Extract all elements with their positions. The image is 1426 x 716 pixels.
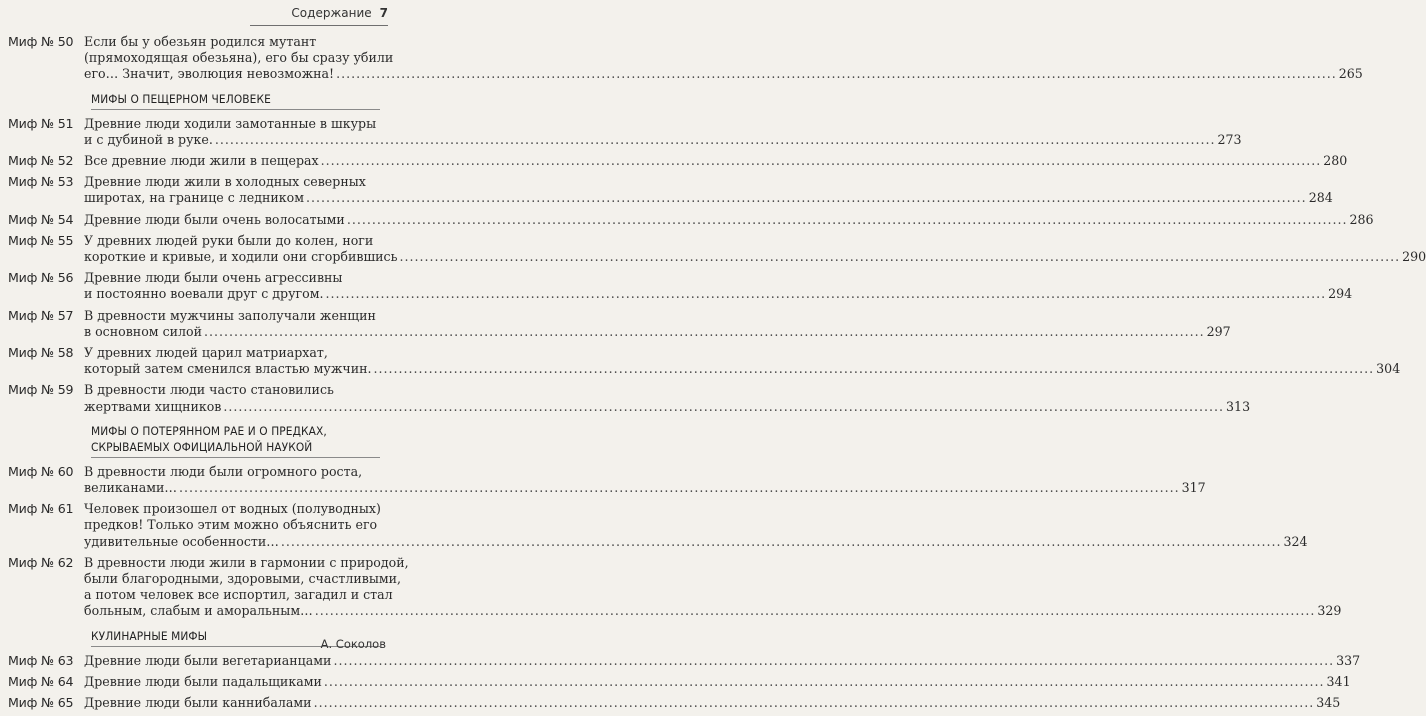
toc-entry: [8, 174, 1333, 206]
myth-number: Миф № 54: [8, 211, 74, 227]
section-heading: [91, 91, 380, 110]
entry-text: [83, 653, 1360, 669]
entry-line: Древние люди были очень агрессивны: [84, 270, 343, 286]
entry-line-text: и с дубиной в руке.: [84, 131, 213, 147]
page-ref: 313: [1226, 398, 1251, 414]
myth-number: Миф № 63: [8, 652, 74, 668]
toc-entry: [8, 463, 1206, 496]
page-ref: 337: [1336, 652, 1361, 668]
myth-number: Миф № 60: [8, 463, 74, 479]
dot-leader: ........................................................................................................................................................................................................: [336, 66, 1337, 82]
myth-number: Миф № 52: [8, 153, 74, 169]
entry-line: В древности люди жили в гармонии с природой,: [84, 554, 409, 570]
entry-line: [84, 399, 1250, 415]
toc-entry: [8, 211, 1374, 228]
myth-number: Миф № 64: [8, 673, 74, 689]
page-ref: 284: [1308, 190, 1333, 206]
entry-text: [83, 382, 1250, 414]
myth-number: Миф № 57: [8, 307, 74, 323]
header-title: Содержание: [291, 6, 372, 20]
entry-text: [83, 233, 1426, 265]
myth-number: Миф № 65: [8, 695, 74, 711]
dot-leader: ........................................................................................................................................................................................................: [179, 480, 1180, 496]
entry-line: У древних людей руки были до колен, ноги: [84, 232, 374, 248]
page-ref: 304: [1376, 361, 1401, 377]
dot-leader: ........................................................................................................................................................................................................: [333, 652, 1335, 668]
toc-entry: [8, 232, 1426, 265]
entry-line: [84, 324, 1231, 340]
entry-line: [84, 361, 1400, 377]
entry-text: [83, 34, 1363, 83]
toc-entry: [8, 34, 1363, 83]
section-heading-line: МИФЫ О ПОТЕРЯННОМ РАЕ И О ПРЕДКАХ,: [91, 423, 327, 438]
entry-line-text: больным, слабым и аморальным…: [84, 603, 313, 619]
entry-line: [84, 190, 1333, 206]
toc-entry: [8, 115, 1242, 148]
entry-text: [83, 116, 1242, 148]
page-ref: 345: [1316, 695, 1341, 711]
page-ref: 273: [1217, 131, 1242, 147]
dot-leader: ........................................................................................................................................................................................................: [325, 286, 1327, 302]
entry-line: [84, 653, 1360, 669]
entry-line-text: и постоянно воевали друг с другом.: [84, 286, 324, 302]
entry-line-text: короткие и кривые, и ходили они сгорбившись: [84, 249, 398, 265]
entry-text: [83, 555, 1341, 620]
page-ref: 317: [1181, 480, 1206, 496]
dot-leader: ........................................................................................................................................................................................................: [204, 323, 1205, 339]
section-heading-line: КУЛИНАРНЫЕ МИФЫ: [91, 628, 208, 643]
dot-leader: ........................................................................................................................................................................................................: [320, 153, 1322, 169]
toc-entry: [8, 270, 1353, 302]
entry-text: [83, 674, 1351, 690]
entry-line-text: в основном силой: [84, 323, 202, 339]
dot-leader: ........................................................................................................................................................................................................: [280, 533, 1282, 549]
entry-line: Человек произошел от водных (полуводных): [84, 501, 381, 517]
entry-line: [84, 286, 1352, 302]
page-ref: 280: [1323, 153, 1348, 169]
entry-text: [83, 174, 1333, 206]
section-heading-line: СКРЫВАЕМЫХ ОФИЦИАЛЬНОЙ НАУКОЙ: [91, 439, 313, 454]
page-ref: 286: [1349, 211, 1374, 227]
page-ref: 265: [1338, 66, 1363, 82]
dot-leader: ........................................................................................................................................................................................................: [313, 695, 1315, 711]
entry-line-text: Древние люди были вегетарианцами: [84, 652, 332, 668]
entry-line: [84, 132, 1242, 148]
dot-leader: ........................................................................................................................................................................................................: [223, 398, 1225, 414]
entry-line-text: его… Значит, эволюция невозможна!: [84, 66, 335, 82]
myth-number: Миф № 62: [8, 554, 74, 570]
entry-line: В древности мужчины заполучали женщин: [84, 307, 376, 323]
myth-number: Миф № 61: [8, 501, 74, 517]
dot-leader: ........................................................................................................................................................................................................: [306, 190, 1307, 206]
entry-text: [83, 153, 1347, 169]
entry-line-text: Все древние люди жили в пещерах: [84, 153, 319, 169]
entry-text: [83, 464, 1206, 496]
section-heading-line: МИФЫ О ПЕЩЕРНОМ ЧЕЛОВЕКЕ: [91, 91, 271, 106]
entry-text: [83, 695, 1340, 711]
dot-leader: ........................................................................................................................................................................................................: [314, 603, 1316, 619]
section-heading: [91, 423, 380, 458]
dot-leader: ........................................................................................................................................................................................................: [323, 673, 1325, 689]
toc-entry: [8, 153, 1348, 169]
entry-line-text: Древние люди были падальщиками: [84, 673, 322, 689]
myth-number: Миф № 59: [8, 382, 74, 398]
footer-author: А. Соколов: [320, 637, 386, 651]
page-ref: 294: [1328, 286, 1353, 302]
page-number: 7: [379, 6, 388, 20]
myth-number: Миф № 50: [8, 34, 74, 49]
entry-line: [84, 212, 1374, 228]
entry-line: [84, 66, 1363, 82]
toc-entry: [8, 345, 1401, 377]
toc-entry: [8, 652, 1361, 669]
entry-line: У древних людей царил матриархат,: [84, 345, 328, 361]
entry-text: [83, 308, 1231, 340]
entry-line: (прямоходящая обезьяна), его бы сразу убили: [84, 50, 394, 66]
entry-line: [84, 534, 1308, 550]
entry-line-text: жертвами хищников: [84, 398, 222, 414]
toc-entry: [8, 554, 1342, 620]
entry-line: были благородными, здоровыми, счастливыми,: [84, 571, 402, 587]
dot-leader: ........................................................................................................................................................................................................: [373, 361, 1375, 377]
entry-line: Если бы у обезьян родился мутант: [84, 34, 317, 49]
entry-text: [83, 345, 1400, 377]
entry-text: [83, 501, 1308, 550]
running-header: [250, 5, 388, 26]
toc-entry: [8, 307, 1231, 340]
page-ref: 290: [1402, 249, 1426, 265]
entry-line-text: Древние люди были каннибалами: [84, 695, 312, 711]
myth-number: Миф № 56: [8, 270, 74, 286]
entry-line: [84, 674, 1351, 690]
myth-number: Миф № 53: [8, 174, 74, 190]
myth-number: Миф № 51: [8, 115, 74, 131]
page-ref: 324: [1283, 533, 1308, 549]
myth-number: Миф № 58: [8, 345, 74, 361]
entry-line: В древности люди были огромного роста,: [84, 463, 363, 479]
myth-number: Миф № 55: [8, 232, 74, 248]
entry-line-text: Древние люди были очень волосатыми: [84, 211, 345, 227]
toc-entry: [8, 695, 1341, 711]
dot-leader: ........................................................................................................................................................................................................: [399, 249, 1401, 265]
entry-line: [84, 249, 1426, 265]
entry-line: В древности люди часто становились: [84, 382, 334, 398]
entry-line-text: широтах, на границе с ледником: [84, 190, 305, 206]
entry-line-text: который затем сменился властью мужчин.: [84, 361, 372, 377]
entry-line: Древние люди жили в холодных северных: [84, 174, 366, 190]
page-ref: 341: [1326, 673, 1351, 689]
entry-line: а потом человек все испортил, загадил и стал: [84, 587, 393, 603]
entry-line: Древние люди ходили замотанные в шкуры: [84, 115, 377, 131]
entry-line: предков! Только этим можно объяснить его: [84, 517, 378, 533]
dot-leader: ........................................................................................................................................................................................................: [346, 211, 1348, 227]
entry-line-text: великанами…: [84, 480, 178, 496]
toc-entry: [8, 673, 1351, 690]
entry-line-text: удивительные особенности…: [84, 533, 279, 549]
page-ref: 329: [1317, 603, 1342, 619]
entry-line: [84, 603, 1341, 619]
toc-entry: [8, 382, 1251, 414]
table-of-contents: [8, 34, 1426, 716]
entry-line: [84, 695, 1340, 711]
page-ref: 297: [1206, 323, 1231, 339]
dot-leader: ........................................................................................................................................................................................................: [214, 131, 1216, 147]
entry-text: [83, 270, 1352, 302]
entry-text: [83, 212, 1374, 228]
entry-line: [84, 480, 1206, 496]
toc-entry: [8, 501, 1308, 550]
entry-line: [84, 153, 1347, 169]
